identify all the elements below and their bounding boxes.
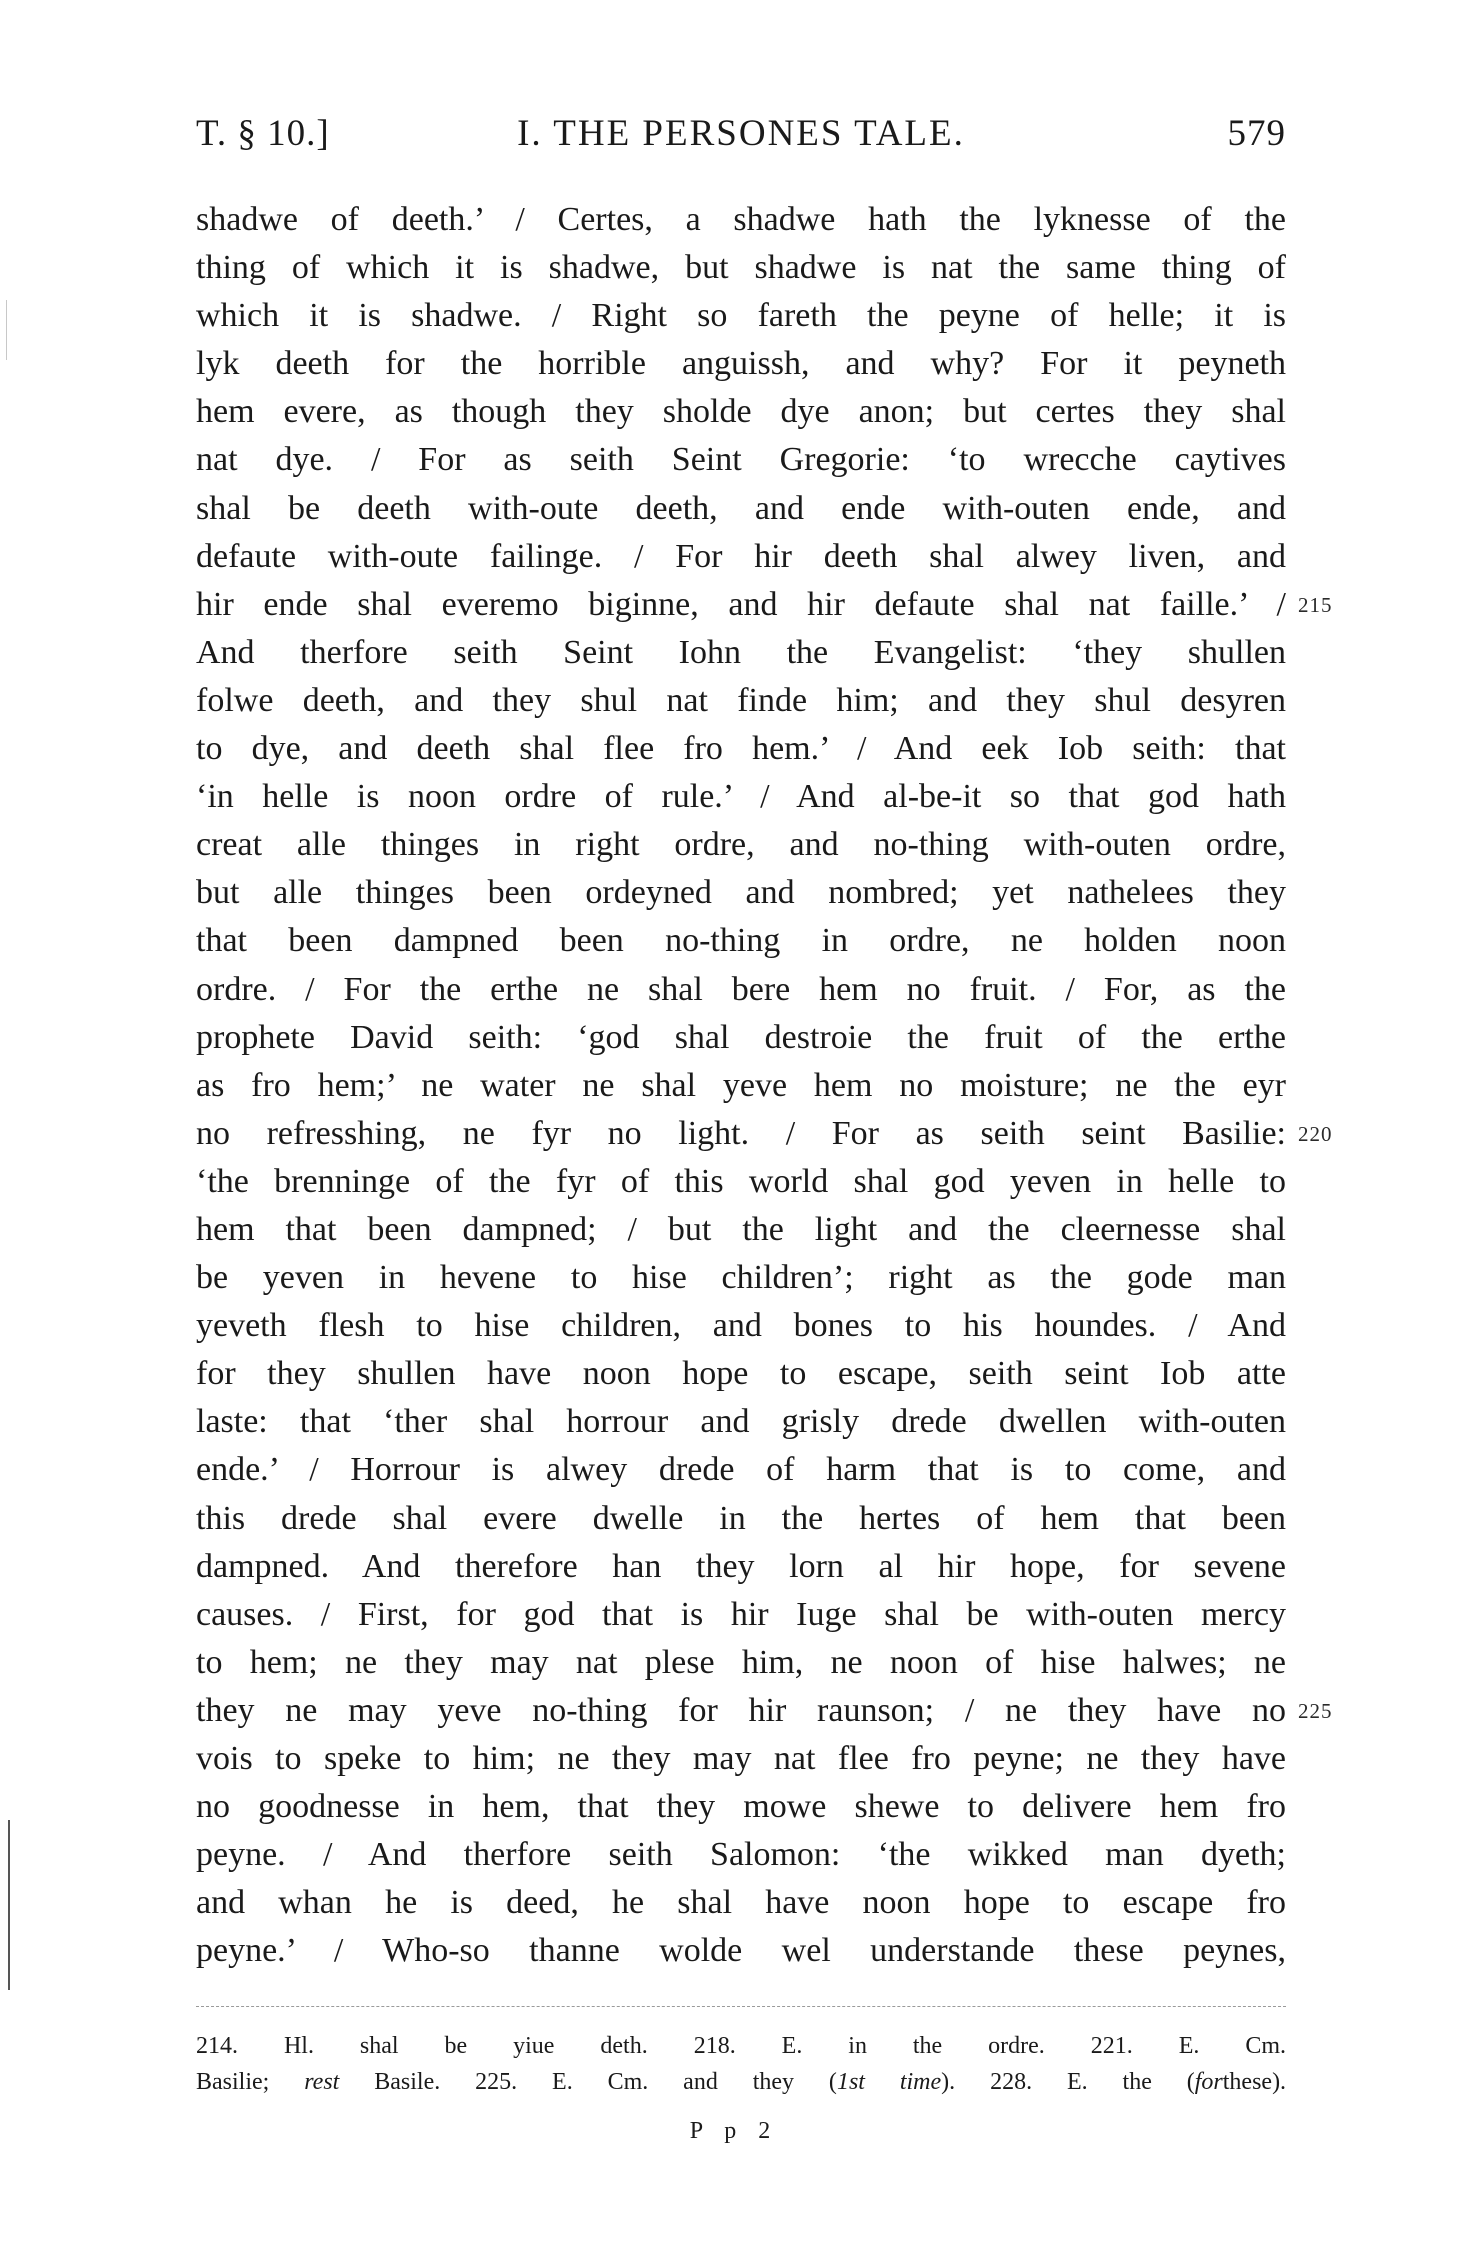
text-line xyxy=(196,1735,1286,1783)
text-line xyxy=(196,1014,1286,1062)
line-number: 225 xyxy=(1298,1698,1333,1723)
text-line xyxy=(196,533,1286,581)
text-line xyxy=(196,244,1286,292)
line-text: but alle thinges been ordeyned and nombred; yet nathelees they xyxy=(196,874,1286,912)
line-text: lyk deeth for the horrible anguissh, and why? For it peyneth xyxy=(196,345,1286,383)
text-line xyxy=(196,485,1286,533)
line-text: nat dye. / For as seith Seint Gregorie: ‘to wrecche caytives xyxy=(196,441,1286,479)
line-text: to dye, and deeth shal flee fro hem.’ / And eek Iob seith: that xyxy=(196,730,1286,768)
signature-mark: P p 2 xyxy=(689,2118,779,2144)
line-text: hem evere, as though they sholde dye anon; but certes they shal xyxy=(196,393,1286,431)
line-text: shadwe of deeth.’ / Certes, a shadwe hath the lyknesse of the xyxy=(196,201,1286,238)
line-text: vois to speke to him; ne they may nat flee fro peyne; ne they have xyxy=(196,1740,1286,1777)
line-text: ordre. / For the erthe ne shal bere hem no fruit. / For, as the xyxy=(196,970,1286,1008)
text-line xyxy=(196,677,1286,725)
margin-scan-mark xyxy=(6,300,7,360)
footnote: 218. E. in the ordre. xyxy=(693,2033,1045,2059)
main-text xyxy=(196,196,1333,1975)
text-line xyxy=(196,966,1286,1014)
footnote-line xyxy=(196,2064,1286,2100)
line-text: laste: that ‘ther shal horrour and grisly drede dwellen with-outen xyxy=(196,1403,1286,1441)
section-reference: T. § 10.] xyxy=(196,113,330,154)
text-line xyxy=(196,1879,1286,1927)
text-line xyxy=(196,821,1286,869)
line-text: no refresshing, ne fyr no light. / For as seith seint Basilie: xyxy=(196,1114,1286,1152)
line-text: folwe deeth, and they shul nat finde him; and they shul desyren xyxy=(196,681,1286,719)
text-line xyxy=(196,1543,1286,1591)
text-line xyxy=(196,917,1286,965)
text-line xyxy=(196,388,1286,436)
text-line xyxy=(196,629,1286,677)
text-line xyxy=(196,773,1286,821)
line-text: which it is shadwe. / Right so fareth the peyne of helle; it is xyxy=(196,297,1286,335)
text-line xyxy=(196,1495,1286,1543)
text-line xyxy=(196,1687,1333,1735)
line-text: causes. / First, for god that is hir Iuge shal be with-outen mercy xyxy=(196,1595,1286,1633)
line-text: ende.’ / Horrour is alwey drede of harm that is to come, and xyxy=(196,1451,1286,1489)
text-line xyxy=(196,1639,1286,1687)
text-line xyxy=(196,340,1286,388)
line-text: be yeven in hevene to hise children’; right as the gode man xyxy=(196,1259,1286,1297)
line-text: shal be deeth with-oute deeth, and ende with-outen ende, and xyxy=(196,489,1286,527)
text-line xyxy=(196,1446,1286,1494)
line-text: ‘in helle is noon ordre of rule.’ / And al-be-it so that god hath xyxy=(196,778,1286,816)
line-text: and whan he is deed, he shal have noon hope to escape fro xyxy=(196,1884,1286,1922)
text-line xyxy=(196,292,1286,340)
line-text: dampned. And therefore han they lorn al hir hope, for sevene xyxy=(196,1547,1286,1585)
line-text: ‘the brenninge of the fyr of this world shal god yeven in helle to xyxy=(196,1162,1286,1200)
line-text: for they shullen have noon hope to escape, seith seint Iob atte xyxy=(196,1355,1286,1393)
line-text: they ne may yeve no-thing for hir raunson; / ne they have no xyxy=(196,1691,1286,1729)
running-head xyxy=(196,112,1286,162)
margin-scan-line xyxy=(8,1820,10,1990)
running-title: I. THE PERSONES TALE. xyxy=(517,113,965,154)
text-line xyxy=(196,581,1333,629)
text-line xyxy=(196,869,1286,917)
line-text: to hem; ne they may nat plese him, ne noon of hise halwes; ne xyxy=(196,1643,1286,1681)
text-line xyxy=(196,1591,1286,1639)
line-text: creat alle thinges in right ordre, and no-thing with-outen ordre, xyxy=(196,826,1286,864)
line-text: hir ende shal everemo biginne, and hir defaute shal nat faille.’ / xyxy=(196,585,1286,623)
line-text: as fro hem;’ ne water ne shal yeve hem no moisture; ne the eyr xyxy=(196,1066,1286,1104)
text-line xyxy=(196,1158,1286,1206)
line-text: hem that been dampned; / but the light and the cleernesse shal xyxy=(196,1210,1286,1248)
text-line xyxy=(196,1206,1286,1254)
text-line xyxy=(196,1831,1286,1879)
text-line xyxy=(196,1783,1286,1831)
line-text: And therfore seith Seint Iohn the Evangelist: ‘they shullen xyxy=(196,633,1286,671)
line-text: peyne. / And therfore seith Salomon: ‘the wikked man dyeth; xyxy=(196,1836,1286,1874)
line-text: no goodnesse in hem, that they mowe shewe to delivere hem fro xyxy=(196,1788,1286,1826)
line-number: 220 xyxy=(1298,1121,1333,1146)
text-line xyxy=(196,1302,1286,1350)
footnote: 225. E. Cm. and they (1st time). xyxy=(475,2069,956,2095)
footnote: 221. E. Cm. xyxy=(1090,2033,1287,2059)
footnote: Basilie; rest Basile. xyxy=(196,2069,441,2095)
text-line xyxy=(196,1062,1286,1110)
text-line xyxy=(196,196,1286,244)
footnote-line xyxy=(196,2028,1286,2064)
footnote: 228. E. the (forthese). xyxy=(990,2069,1287,2095)
line-text: that been dampned been no-thing in ordre, ne holden noon xyxy=(196,922,1286,960)
line-text: thing of which it is shadwe, but shadwe is nat the same thing of xyxy=(196,249,1286,287)
text-line xyxy=(196,1254,1286,1302)
text-line xyxy=(196,436,1286,484)
text-line xyxy=(196,1927,1286,1975)
line-number: 215 xyxy=(1298,592,1333,617)
footnotes xyxy=(196,2028,1286,2100)
footnote-divider xyxy=(196,2006,1286,2007)
text-line xyxy=(196,1350,1286,1398)
line-text: defaute with-oute failinge. / For hir deeth shal alwey liven, and xyxy=(196,537,1286,575)
page-number: 579 xyxy=(1227,113,1286,154)
footnote: 214. Hl. shal be yiue deth. xyxy=(196,2033,648,2059)
line-text: yeveth flesh to hise children, and bones to his houndes. / And xyxy=(196,1307,1286,1345)
line-text: this drede shal evere dwelle in the hertes of hem that been xyxy=(196,1499,1286,1537)
line-text: prophete David seith: ‘god shal destroie the fruit of the erthe xyxy=(196,1018,1286,1056)
text-line xyxy=(196,725,1286,773)
text-line xyxy=(196,1398,1286,1446)
text-line xyxy=(196,1110,1333,1158)
line-text: peyne.’ / Who-so thanne wolde wel understande these peynes, xyxy=(196,1932,1286,1970)
